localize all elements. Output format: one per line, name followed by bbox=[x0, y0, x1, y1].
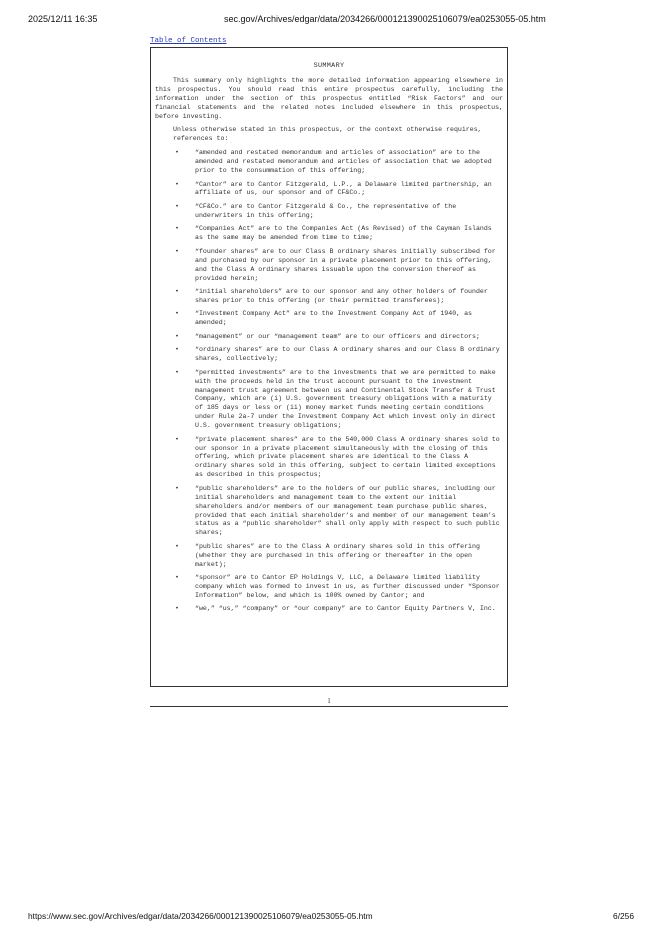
definition-item bbox=[155, 485, 503, 538]
definition-item bbox=[155, 436, 503, 481]
definition-text: “amended and restated memorandum and articles of association” are to the amended and restated memorandum and articles of association that we adopted prior to the consummation of this offering; bbox=[195, 149, 492, 175]
bullet-icon: • bbox=[175, 368, 179, 376]
definition-text: “founder shares” are to our Class B ordinary shares initially subscribed for and purchased by our sponsor in a private placement prior to this offering, and the Class A ordinary shares issuable upon the conversion thereof as provided herein; bbox=[195, 247, 496, 282]
definition-text: “Companies Act” are to the Companies Act (As Revised) of the Cayman Islands as the same may be amended from time to time; bbox=[195, 225, 492, 242]
definition-item bbox=[155, 574, 503, 601]
bullet-icon: • bbox=[175, 346, 179, 354]
definition-text: “management” or our “management team” are to our officers and directors; bbox=[195, 332, 480, 340]
definition-text: “Investment Company Act” are to the Investment Company Act of 1940, as amended; bbox=[195, 310, 472, 327]
print-page-counter: 6/256 bbox=[613, 911, 634, 921]
bullet-icon: • bbox=[175, 180, 179, 188]
bullet-icon: • bbox=[175, 435, 179, 443]
bullet-icon: • bbox=[175, 310, 179, 318]
definition-item bbox=[155, 225, 503, 243]
definition-text: “Cantor” are to Cantor Fitzgerald, L.P., a Delaware limited partnership, an affiliate of us, our sponsor and of CF&Co.; bbox=[195, 180, 492, 197]
definition-item bbox=[155, 203, 503, 221]
intro-paragraph: This summary only highlights the more detailed information appearing elsewhere in this prospectus. You should read this entire prospectus carefully, including the information under the section of this prospectus entitled “Risk Factors” and our financial statements and the related notes included elsewhere in this prospectus, before investing. bbox=[155, 76, 503, 120]
definition-text: “initial shareholders” are to our sponsor and any other holders of founder shares prior to this offering (or their permitted transferees); bbox=[195, 288, 488, 304]
bullet-icon: • bbox=[175, 574, 179, 582]
print-page-url: sec.gov/Archives/edgar/data/2034266/000121390025106079/ea0253055-05.htm bbox=[224, 14, 546, 24]
page-number: 1 bbox=[327, 697, 331, 705]
summary-section bbox=[150, 47, 508, 687]
definition-text: “permitted investments” are to the investments that we are permitted to make with the proceeds held in the trust account pursuant to the investment management trust agreement between us and Continental Stock Transfer & Trust Company, which are (i) U.S. government treasury obligations with a maturity of 185 days or less or (ii) money market funds meeting certain conditions under Rule 2a-7 under the Investment Company Act which invest only in direct U.S. government treasury obligations; bbox=[195, 368, 496, 430]
definition-item bbox=[155, 333, 503, 342]
definition-item bbox=[155, 149, 503, 176]
print-footer-url: https://www.sec.gov/Archives/edgar/data/2034266/000121390025106079/ea0253055-05.htm bbox=[28, 911, 373, 921]
print-datetime: 2025/12/11 16:35 bbox=[28, 14, 98, 24]
definition-item bbox=[155, 310, 503, 328]
bullet-icon: • bbox=[175, 149, 179, 157]
bullet-icon: • bbox=[175, 202, 179, 210]
definition-item bbox=[155, 181, 503, 199]
table-of-contents-link[interactable]: Table of Contents bbox=[150, 37, 227, 45]
bullet-icon: • bbox=[175, 247, 179, 255]
definition-text: “CF&Co.” are to Cantor Fitzgerald & Co., the representative of the underwriters in this offering; bbox=[195, 202, 457, 219]
bullet-icon: • bbox=[175, 288, 179, 295]
bullet-icon: • bbox=[175, 542, 179, 550]
definition-item bbox=[155, 605, 503, 614]
section-title: SUMMARY bbox=[313, 62, 345, 70]
definition-text: “ordinary shares” are to our Class A ordinary shares and our Class B ordinary shares, collectively; bbox=[195, 346, 500, 363]
bullet-icon: • bbox=[175, 605, 179, 613]
definition-item bbox=[155, 288, 503, 306]
definition-text: “public shareholders” are to the holders of our public shares, including our initial shareholders and management team to the extent our initial shareholders and/or members of our management team purchase public shares, provided that each initial shareholder’s and member of our management team’s status as a “public shareholder” shall only apply with respect to such public shares; bbox=[195, 484, 500, 537]
bullet-icon: • bbox=[175, 484, 179, 492]
definitions-list bbox=[155, 149, 503, 614]
definition-text: “sponsor” are to Cantor EP Holdings V, LLC, a Delaware limited liability company which was formed to invest in us, as further discussed under “Sponsor Information” below, and which is 100% owned by Cantor; and bbox=[195, 574, 500, 599]
definition-item bbox=[155, 346, 503, 364]
page-divider bbox=[150, 706, 508, 707]
definition-text: “public shares” are to the Class A ordinary shares sold in this offering (whether they are purchased in this offering or thereafter in the open market); bbox=[195, 542, 480, 568]
bullet-icon: • bbox=[175, 332, 179, 340]
bullet-icon: • bbox=[175, 225, 179, 233]
definition-item bbox=[155, 248, 503, 284]
definition-text: “private placement shares” are to the 540,000 Class A ordinary shares sold to our sponsor in a private placement simultaneously with the closing of this offering, which private placement shares are identical to the Class A ordinary shares sold in this offering, subject to certain limited exceptions as described in this prospectus; bbox=[195, 435, 500, 479]
definition-item bbox=[155, 543, 503, 570]
references-intro: Unless otherwise stated in this prospectus, or the context otherwise requires, references to: bbox=[173, 126, 482, 143]
definition-item bbox=[155, 369, 503, 431]
definition-text: “we,” “us,” “company” or “our company” are to Cantor Equity Partners V, Inc. bbox=[195, 605, 496, 613]
